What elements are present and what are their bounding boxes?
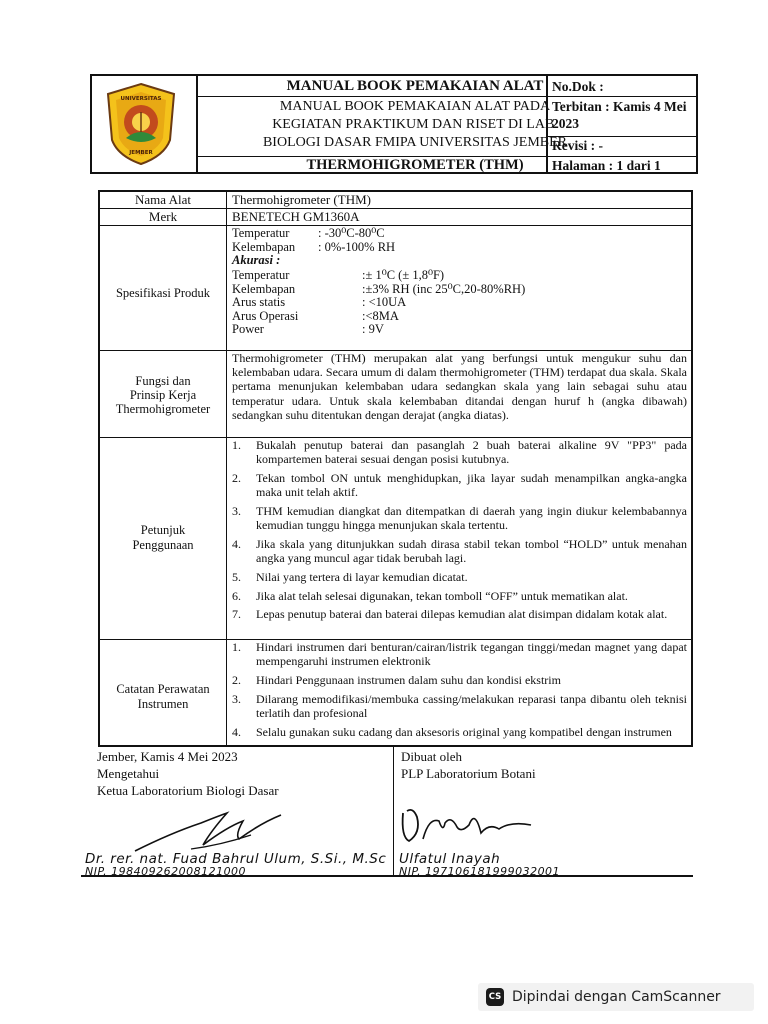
- list-item: 7. Lepas penutup baterai dan baterai dilepas kemudian alat disimpan didalam kotak alat.: [232, 607, 668, 622]
- camscanner-icon: CS: [486, 988, 504, 1006]
- catatan-label-2: Instrumen: [137, 697, 189, 711]
- list-item: 1. Bukalah penutup baterai dan pasanglah 2 buah baterai alkaline 9V "PP3" pada kompartemen baterai sesuai dengan posisi kutubnya.: [232, 438, 687, 467]
- table-column-divider: [226, 192, 227, 745]
- logo-text-top: UNIVERSITAS: [120, 96, 162, 102]
- header-rule: [196, 96, 696, 97]
- header-instrument: THERMOHIGROMETER (THM): [306, 157, 524, 173]
- logo-text-bottom: JEMBER: [129, 150, 153, 156]
- left-signer-nip: NIP. 198409262008121000: [85, 865, 247, 878]
- header-title: MANUAL BOOK PEMAKAIAN ALAT: [286, 78, 544, 94]
- power-label: Power: [232, 322, 264, 337]
- camscanner-text: Dipindai dengan CamScanner: [512, 989, 721, 1005]
- spec-akurasi-label: Akurasi :: [232, 253, 281, 268]
- table-row-divider: [100, 225, 691, 226]
- left-signature: [131, 805, 331, 857]
- left-signer-name: Dr. rer. nat. Fuad Bahrul Ulum, S.Si., M.Sc: [85, 851, 387, 867]
- arus-statis-label: Arus statis: [232, 295, 286, 310]
- catatan-label-1: Catatan Perawatan: [116, 682, 210, 696]
- spec-accuracy-table: [232, 269, 525, 337]
- list-item: 3. Dilarang memodifikasi/membuka cassing/melakukan reparasi tanpa dibantu oleh teknisi terlatih dan profesional: [232, 691, 687, 720]
- document-header: [90, 74, 698, 174]
- petunjuk-label-2: Penggunaan: [132, 538, 194, 552]
- arus-operasi-label: Arus Operasi: [232, 308, 299, 323]
- terbitan-line-2: 2023: [552, 116, 579, 131]
- right-signer-name: Ulfatul Inayah: [399, 851, 501, 867]
- petunjuk-list: [232, 438, 687, 626]
- revisi: Revisi : -: [552, 138, 603, 153]
- fungsi-label-3: Thermohigrometer: [115, 402, 211, 416]
- sign-left-role: Ketua Laboratorium Biologi Dasar: [97, 783, 279, 798]
- header-subtitle-2: KEGIATAN PRAKTIKUM DAN RISET DI LAB.: [272, 117, 558, 132]
- nama-alat-value: Thermohigrometer (THM): [232, 192, 371, 207]
- header-subtitle-3: BIOLOGI DASAR FMIPA UNIVERSITAS JEMBER: [262, 135, 568, 150]
- halaman: Halaman : 1 dari 1: [552, 158, 661, 173]
- merk-label: Merk: [148, 209, 178, 224]
- signature-section: [81, 747, 693, 877]
- table-row-divider: [100, 208, 691, 209]
- list-item: 1. Hindari instrumen dari benturan/cairan/listrik tegangan tinggi/medan magnet yang dapat mempengaruhi instrumen elektronik: [232, 640, 687, 669]
- list-item: 4. Jika skala yang ditunjukkan sudah dirasa stabil tekan tombol “HOLD” untuk menahan angka yang muncul agar tidak berubah lagi.: [232, 536, 687, 566]
- acc-temperatur-label: Temperatur: [232, 268, 290, 282]
- petunjuk-label-1: Petunjuk: [140, 523, 186, 537]
- university-logo: [104, 82, 178, 166]
- spec-table: [232, 227, 395, 268]
- nama-alat-label: Nama Alat: [135, 192, 191, 207]
- spec-temperatur-value: : -30⁰C-80⁰C: [318, 226, 385, 240]
- sign-right-role: PLP Laboratorium Botani: [401, 766, 536, 781]
- sign-dibuat: Dibuat oleh: [401, 749, 463, 764]
- acc-temperatur-value: :± 1⁰C (± 1,8⁰F): [362, 268, 445, 282]
- header-subtitle-1: MANUAL BOOK PEMAKAIAN ALAT PADA: [279, 99, 551, 114]
- right-signature: [399, 803, 549, 853]
- power-value: : 9V: [362, 322, 384, 337]
- spec-kelembapan-value: : 0%-100% RH: [318, 239, 396, 254]
- list-item: 2. Tekan tombol ON untuk menghidupkan, jika layar sudah menampilkan angka-angka maka unit telah aktif.: [232, 470, 687, 500]
- terbitan-line-1: Terbitan : Kamis 4 Mei: [552, 99, 687, 114]
- merk-value: BENETECH GM1360A: [232, 209, 360, 224]
- signature-divider: [393, 747, 394, 875]
- list-item: 3. THM kemudian diangkat dan ditempatkan di daerah yang ingin diukur kelembabannya kemudian tunggu hingga menunjukan skala tertentu.: [232, 503, 687, 533]
- acc-kelembapan-value: :±3% RH (inc 25⁰C,20-80%RH): [362, 281, 526, 296]
- list-item: 6. Jika alat telah selesai digunakan, tekan tomboll “OFF” untuk mematikan alat.: [232, 588, 628, 603]
- list-item: 5. Nilai yang tertera di layar kemudian dicatat.: [232, 569, 468, 584]
- acc-kelembapan-label: Kelembapan: [232, 281, 296, 296]
- arus-statis-value: : <10UA: [362, 295, 407, 310]
- fungsi-label-2: Prinsip Kerja: [129, 388, 197, 402]
- camscanner-watermark: [478, 983, 754, 1011]
- spesifikasi-label: Spesifikasi Produk: [115, 286, 211, 300]
- instrument-table: [98, 190, 693, 747]
- right-signer-nip: NIP. 197106181999032001: [399, 865, 561, 878]
- doc-number: No.Dok :: [552, 79, 604, 94]
- spec-kelembapan-label: Kelembapan: [232, 239, 296, 254]
- list-item: 2. Hindari Penggunaan instrumen dalam suhu dan kondisi ekstrim: [232, 672, 561, 687]
- fungsi-label-1: Fungsi dan: [135, 374, 191, 388]
- spec-temperatur-label: Temperatur: [232, 226, 290, 240]
- arus-operasi-value: :<8MA: [362, 308, 399, 323]
- list-item: 4. Selalu gunakan suku cadang dan aksesoris original yang kompatibel dengan instrumen: [232, 724, 672, 739]
- sign-mengetahui: Mengetahui: [97, 766, 160, 781]
- sign-date: Jember, Kamis 4 Mei 2023: [97, 749, 238, 764]
- fungsi-text: Thermohigrometer (THM) merupakan alat yang berfungsi untuk mengukur suhu dan kelembaban udara. Secara umum di dalam thermohigrometer (THM) terdapat dua skala. Skala pertama menunjukan kelembaban udara sedangkan skala yang lain sebagai suhu atau temperatur udara. Untuk skala kelembaban ditandai dengan huruf h (angka dibawah) sedangkan suhu ditentukan dengan derajat (angka diatas).: [232, 351, 687, 422]
- catatan-list: [232, 640, 687, 743]
